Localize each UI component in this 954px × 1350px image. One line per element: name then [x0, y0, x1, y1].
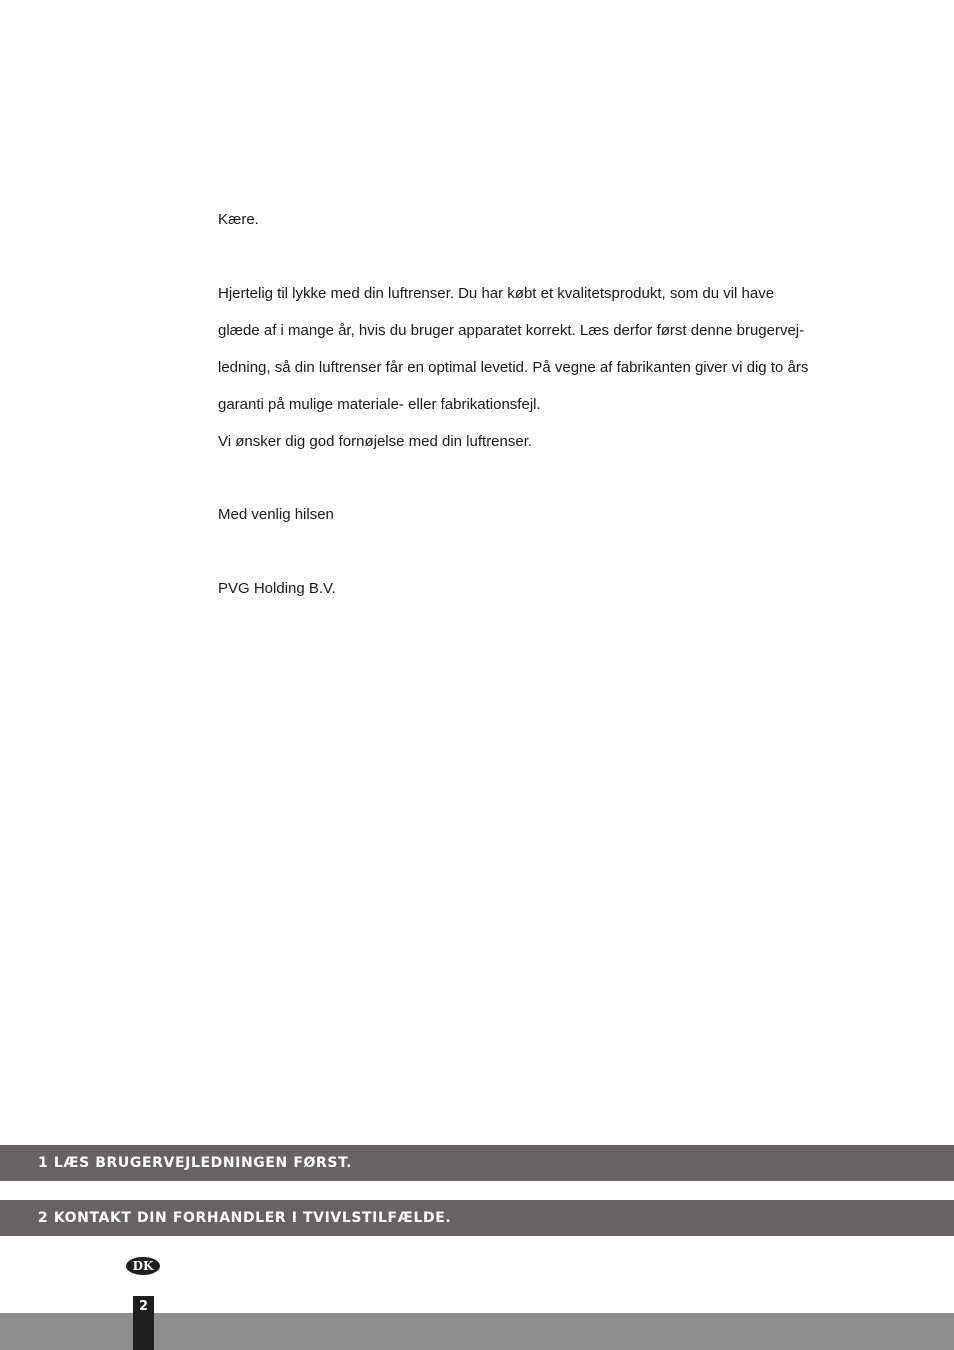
letter-body [218, 284, 878, 452]
instruction-banner-1: 1 LÆS BRUGERVEJLEDNINGEN FØRST. [0, 1145, 954, 1181]
letter [218, 210, 878, 599]
page-number-tab [133, 1296, 154, 1350]
letter-body-line: Hjertelig til lykke med din luftrenser. Du har købt et kvalitetsprodukt, som du vil have [218, 285, 775, 302]
letter-body-line: garanti på mulige materiale- eller fabrikationsfejl. [218, 396, 541, 413]
page-number: 2 [138, 1299, 149, 1314]
instruction-banner-2: 2 KONTAKT DIN FORHANDLER I TVIVLSTILFÆLDE. [0, 1200, 954, 1236]
language-badge: DK [126, 1257, 160, 1275]
letter-body-line: glæde af i mange år, hvis du bruger apparatet korrekt. Læs derfor først denne brugervej- [218, 322, 805, 339]
letter-body-line: Vi ønsker dig god fornøjelse med din luftrenser. [218, 433, 533, 450]
letter-body-line: ledning, så din luftrenser får en optimal levetid. På vegne af fabrikanten giver vi dig to års [218, 359, 809, 376]
letter-signature: PVG Holding B.V. [218, 580, 336, 597]
letter-closing: Med venlig hilsen [218, 506, 334, 523]
letter-greeting: Kære. [218, 211, 259, 228]
